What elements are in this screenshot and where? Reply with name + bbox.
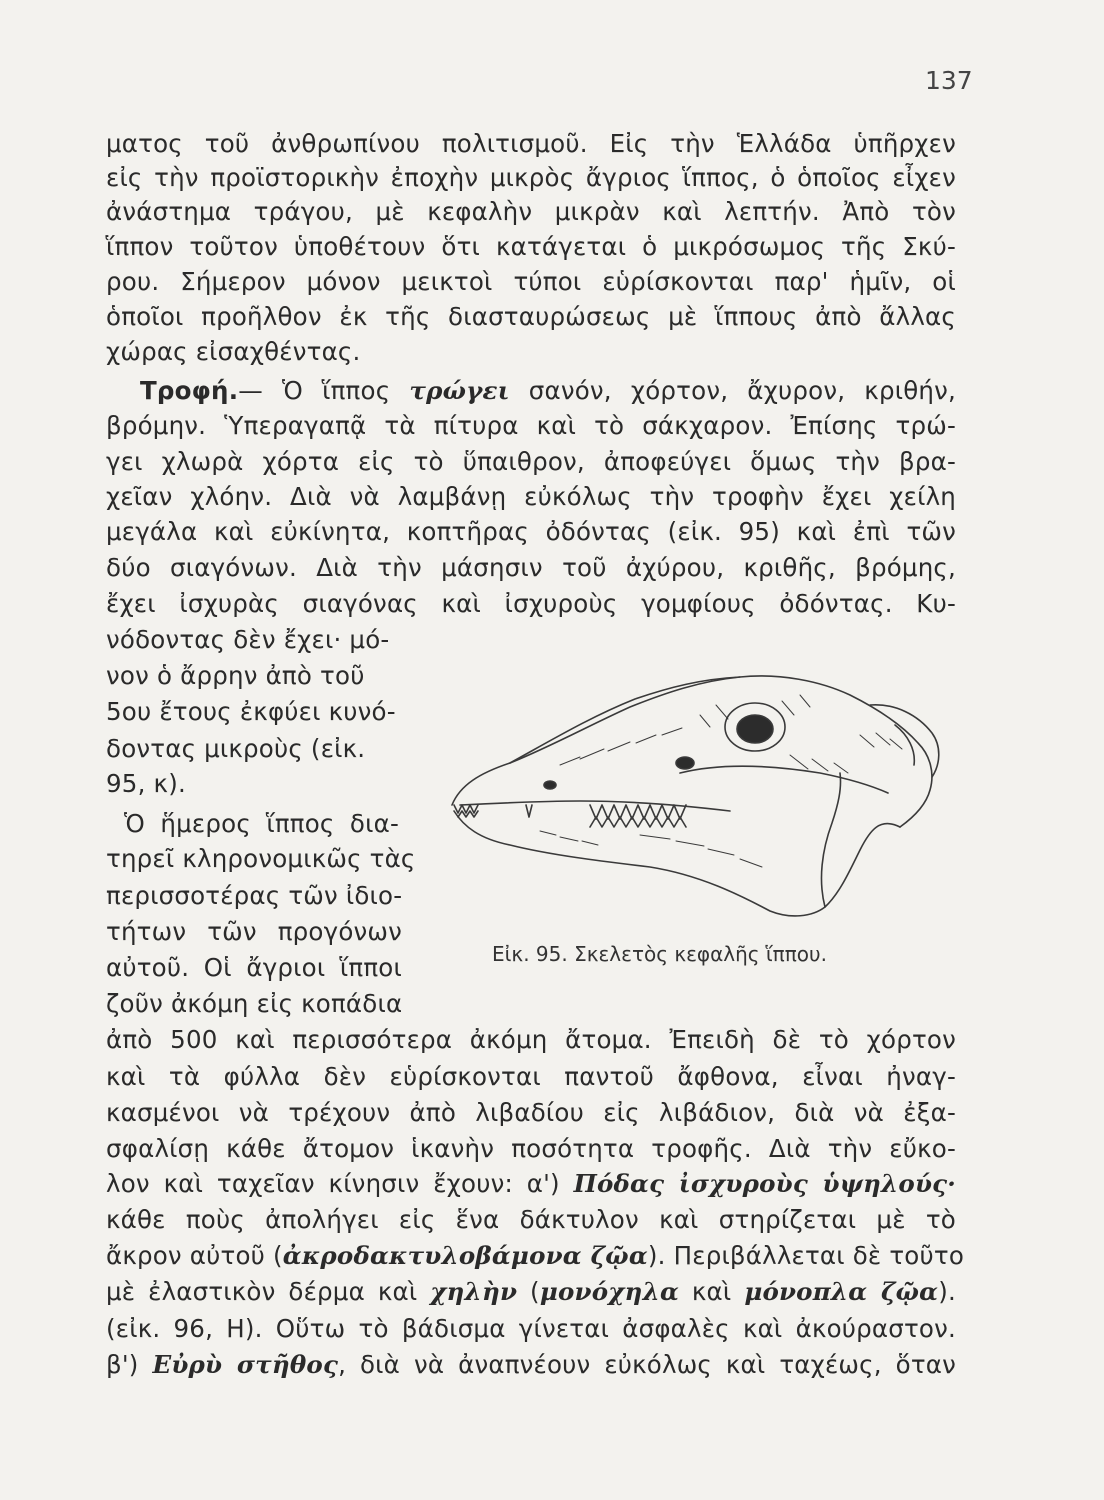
text-line: χεῖαν χλόην. Διὰ νὰ λαμβάνῃ εὐκόλως τὴν τροφὴν ἔχει χείλη xyxy=(106,482,956,511)
text-line: ἀπὸ 500 καὶ περισσότερα ἀκόμη ἄτομα. Ἐπειδὴ δὲ τὸ χόρτον xyxy=(106,1025,956,1054)
text-line: ὁποῖοι προῆλθον ἐκ τῆς διασταυρώσεως μὲ ἵππους ἀπὸ ἄλλας xyxy=(106,302,956,331)
text-line: νον ὁ ἄρρην ἀπὸ τοῦ xyxy=(106,661,365,690)
text-line: ματος τοῦ ἀνθρωπίνου πολιτισμοῦ. Εἰς τὴν Ἑλλάδα ὑπῆρχεν xyxy=(106,129,956,158)
text-line: βρόμην. Ὑπεραγαπᾷ τὰ πίτυρα καὶ τὸ σάκχαρον. Ἐπίσης τρώ- xyxy=(106,411,956,440)
text-line: κάθε ποὺς ἀπολήγει εἰς ἕνα δάκτυλον καὶ στηρίζεται μὲ τὸ xyxy=(106,1205,956,1234)
text-line: (εἰκ. 96, Η). Οὕτω τὸ βάδισμα γίνεται ἀσφαλὲς καὶ ἀκούραστον. xyxy=(106,1314,956,1343)
text-line: ἄκρον αὐτοῦ (ἀκροδακτυλοβάμονα ζῷα). Περιβάλλεται δὲ τοῦτο xyxy=(106,1241,965,1270)
text-line: μεγάλα καὶ εὐκίνητα, κοπτῆρας ὀδόντας (εἰκ. 95) καὶ ἐπὶ τῶν xyxy=(106,517,956,546)
horse-skull-icon xyxy=(440,655,950,930)
figure-caption: Εἰκ. 95. Σκελετὸς κεφαλῆς ἵππου. xyxy=(492,942,827,966)
text-line: β') Εὐρὺ στῆθος, διὰ νὰ ἀναπνέουν εὐκόλως καὶ ταχέως, ὅταν xyxy=(106,1350,956,1379)
text-line: αὐτοῦ. Οἱ ἄγριοι ἵπποι xyxy=(106,953,402,982)
text-line: κασμένοι νὰ τρέχουν ἀπὸ λιβαδίου εἰς λιβάδιον, διὰ νὰ ἐξα- xyxy=(106,1098,956,1127)
section-heading-trofi: Τροφή. xyxy=(140,376,239,405)
emphasis-text: χηλὴν xyxy=(430,1277,518,1306)
emphasis-text: Εὐρὺ στῆθος xyxy=(152,1350,339,1379)
emphasis-text: μονόχηλα xyxy=(539,1277,680,1306)
text-line: ἔχει ἰσχυρὰς σιαγόνας καὶ ἰσχυροὺς γομφίους ὀδόντας. Κυ- xyxy=(106,589,956,618)
text-line: Ὁ ἥμερος ἵππος δια- xyxy=(124,809,399,838)
text-line: εἰς τὴν προϊστορικὴν ἐποχὴν μικρὸς ἄγριος ἵππος, ὁ ὁποῖος εἶχεν xyxy=(106,163,956,192)
text-line: καὶ τὰ φύλλα δὲν εὑρίσκονται παντοῦ ἄφθονα, εἶναι ἠναγ- xyxy=(106,1062,956,1091)
text-line: δοντας μικροὺς (εἰκ. xyxy=(106,734,366,763)
text-line: σφαλίσῃ κάθε ἄτομον ἱκανὴν ποσότητα τροφῆς. Διὰ τὴν εὔκο- xyxy=(106,1134,956,1163)
text-line: μὲ ἐλαστικὸν δέρμα καὶ χηλὴν (μονόχηλα καὶ μόνοπλα ζῷα). xyxy=(106,1277,956,1306)
text-line: ρου. Σήμερον μόνον μεικτοὶ τύποι εὑρίσκονται παρ' ἡμῖν, οἱ xyxy=(106,267,956,296)
trofi-first-line: Τροφή.— Ὁ ἵππος τρώγει σανόν, χόρτον, ἄχυρον, κριθήν, xyxy=(140,376,956,405)
emphasis-text: ἀκροδακτυλοβάμονα ζῷα xyxy=(282,1241,648,1270)
text-line: περισσοτέρας τῶν ἰδιο- xyxy=(106,881,403,910)
text-line: 5ου ἔτους ἐκφύει κυνό- xyxy=(106,697,396,726)
text-line: γει χλωρὰ χόρτα εἰς τὸ ὕπαιθρον, ἀποφεύγει ὅμως τὴν βρα- xyxy=(106,447,956,476)
emphasis-text: Πόδας ἰσχυροὺς ὑψηλούς· xyxy=(573,1169,956,1198)
text-line: χώρας εἰσαχθέντας. xyxy=(106,337,361,366)
text-line: 95, κ). xyxy=(106,769,186,798)
horse-skull-illustration xyxy=(440,655,950,930)
text-line: ἀνάστημα τράγου, μὲ κεφαλὴν μικρὰν καὶ λεπτήν. Ἀπὸ τὸν xyxy=(106,197,956,226)
text-line: τήτων τῶν προγόνων xyxy=(106,917,402,946)
text-line: λον καὶ ταχεῖαν κίνησιν ἔχουν: α') Πόδας ἰσχυροὺς ὑψηλούς· xyxy=(106,1169,956,1198)
text-line: νόδοντας δὲν ἔχει· μό- xyxy=(106,625,390,654)
page-number: 137 xyxy=(925,66,973,95)
text-line: δύο σιαγόνων. Διὰ τὴν μάσησιν τοῦ ἀχύρου, κριθῆς, βρόμης, xyxy=(106,553,956,582)
text-line: ἵππον τοῦτον ὑποθέτουν ὅτι κατάγεται ὁ μικρόσωμος τῆς Σκύ- xyxy=(106,232,956,261)
emphasis-text: μόνοπλα ζῷα xyxy=(744,1277,939,1306)
text-line: τηρεῖ κληρονομικῶς τὰς xyxy=(106,844,416,873)
text-line: ζοῦν ἀκόμη εἰς κοπάδια xyxy=(106,989,403,1018)
